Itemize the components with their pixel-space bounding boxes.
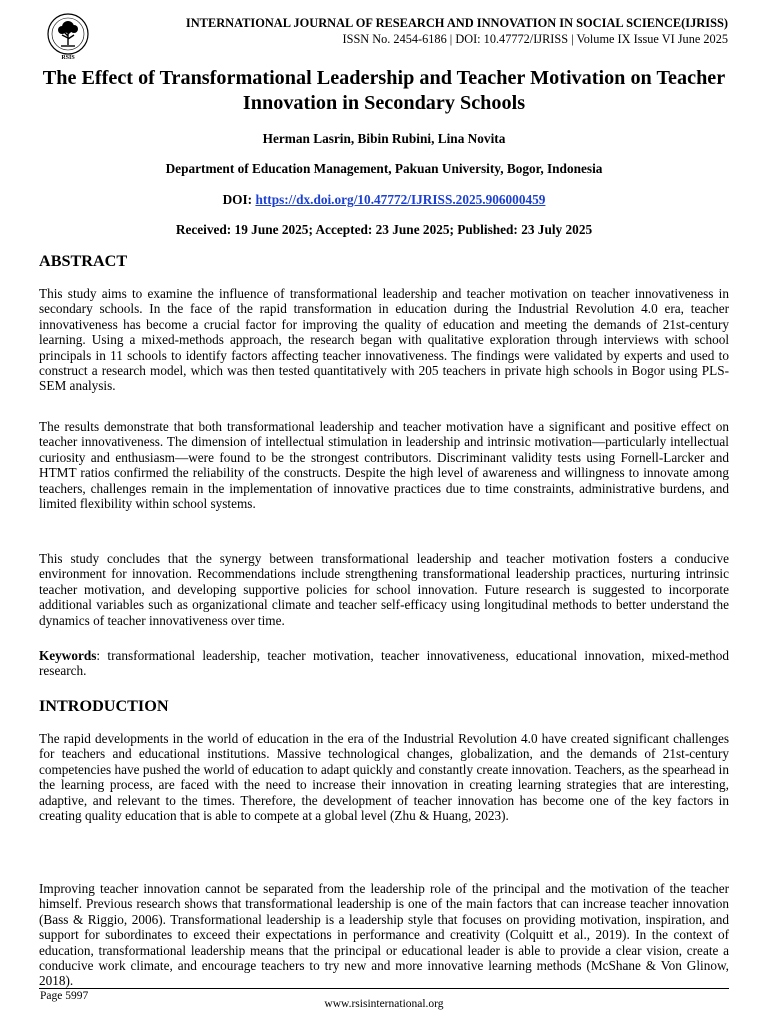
journal-header bbox=[38, 10, 728, 68]
doi-link[interactable]: https://dx.doi.org/10.47772/IJRISS.2025.906000459 bbox=[255, 192, 546, 207]
doi-line bbox=[30, 192, 738, 208]
doi-label: DOI: bbox=[222, 192, 256, 207]
footer-website: www.rsisinternational.org bbox=[324, 998, 444, 1010]
abstract-heading: ABSTRACT bbox=[39, 252, 128, 270]
page-number: Page 5997 bbox=[40, 990, 89, 1002]
journal-name: INTERNATIONAL JOURNAL OF RESEARCH AND INNOVATION IN SOCIAL SCIENCE(IJRISS) bbox=[185, 16, 728, 30]
introduction-heading: INTRODUCTION bbox=[39, 697, 169, 715]
footer-divider bbox=[39, 988, 729, 989]
journal-meta: ISSN No. 2454-6186 | DOI: 10.47772/IJRISS | Volume IX Issue VI June 2025 bbox=[342, 32, 728, 46]
keywords-text: : transformational leadership, teacher motivation, teacher innovativeness, educational innovation, mixed-method research. bbox=[39, 648, 729, 679]
abstract-paragraph: This study concludes that the synergy between transformational leadership and teacher motivation fosters a conducive environment for innovation. Recommendations include strengthening transformational leadership practices, nurturing intrinsic teacher motivation, and developing supportive policies for school innovation. Future research is suggested to incorporate additional variables such as organizational climate and teacher self-efficacy using longitudinal methods to better understand the dynamics of teacher innovativeness over time. bbox=[39, 551, 729, 628]
publication-dates: Received: 19 June 2025; Accepted: 23 June 2025; Published: 23 July 2025 bbox=[175, 222, 593, 237]
keywords-label: Keywords bbox=[39, 648, 97, 663]
rsis-tree-logo-icon bbox=[44, 12, 92, 60]
authors: Herman Lasrin, Bibin Rubini, Lina Novita bbox=[262, 131, 506, 146]
introduction-paragraph: Improving teacher innovation cannot be separated from the leadership role of the principal and the motivation of the teacher himself. Previous research shows that transformational leadership is one of the main factors that can increase teacher innovation (Bass & Riggio, 2006). Transformational leadership is a leadership style that focuses on providing motivation, inspiration, and support for subordinates to exceed their expectations in performance and creativity (Colquitt et al., 2019). In the context of education, transformational leadership means that the principal or educational leader is able to provide a clear vision, create a conducive work climate, and encourage teachers to try new and more innovative learning methods (McShane & Von Glinow, 2018). bbox=[39, 881, 729, 989]
affiliation: Department of Education Management, Pakuan University, Bogor, Indonesia bbox=[165, 161, 603, 176]
introduction-paragraph: The rapid developments in the world of education in the era of the Industrial Revolution 4.0 have created significant challenges for teachers and educational institutions. Massive technological changes, globalization, and the demands of 21st-century competencies have pushed the world of education to adapt quickly and constantly create innovation. Teachers, as the spearhead in the learning process, are faced with the need to increase their innovation in creating learning strategies that are interesting, adaptive, and relevant to the times. Therefore, the development of teacher innovation has become one of the key factors in creating quality education that is able to compete at a global level (Zhu & Huang, 2023). bbox=[39, 731, 729, 824]
logo-caption: RSIS bbox=[61, 55, 75, 60]
abstract-paragraph: The results demonstrate that both transformational leadership and teacher motivation have a significant and positive effect on teacher innovativeness. The dimension of intellectual stimulation in leadership and intrinsic motivation—particularly intellectual curiosity and enthusiasm—were found to be the strongest contributors. Discriminant validity tests using Fornell-Larcker and HTMT ratios confirmed the reliability of the constructs. Despite the high level of awareness and willingness to innovate among teachers, challenges remain in the implementation of innovative practices due to time constraints, administrative burdens, and limited flexibility within school systems. bbox=[39, 419, 729, 512]
keywords bbox=[39, 648, 729, 679]
article-title: The Effect of Transformational Leadership and Teacher Motivation on Teacher Innovation in Secondary Schools bbox=[42, 67, 726, 114]
abstract-paragraph: This study aims to examine the influence of transformational leadership and teacher motivation on teacher innovativeness in secondary schools. In the face of the rapid transformation in education during the Industrial Revolution 4.0 era, teacher innovativeness has become a crucial factor for improving the quality of education and meeting the demands of 21st-century learning. Using a mixed-methods approach, the research began with qualitative exploration through interviews with school principals in 11 schools to identify factors affecting teacher innovativeness. The findings were validated by experts and used to construct a research model, which was then tested quantitatively with 205 teachers in private high schools in Bogor using PLS-SEM analysis. bbox=[39, 286, 729, 394]
